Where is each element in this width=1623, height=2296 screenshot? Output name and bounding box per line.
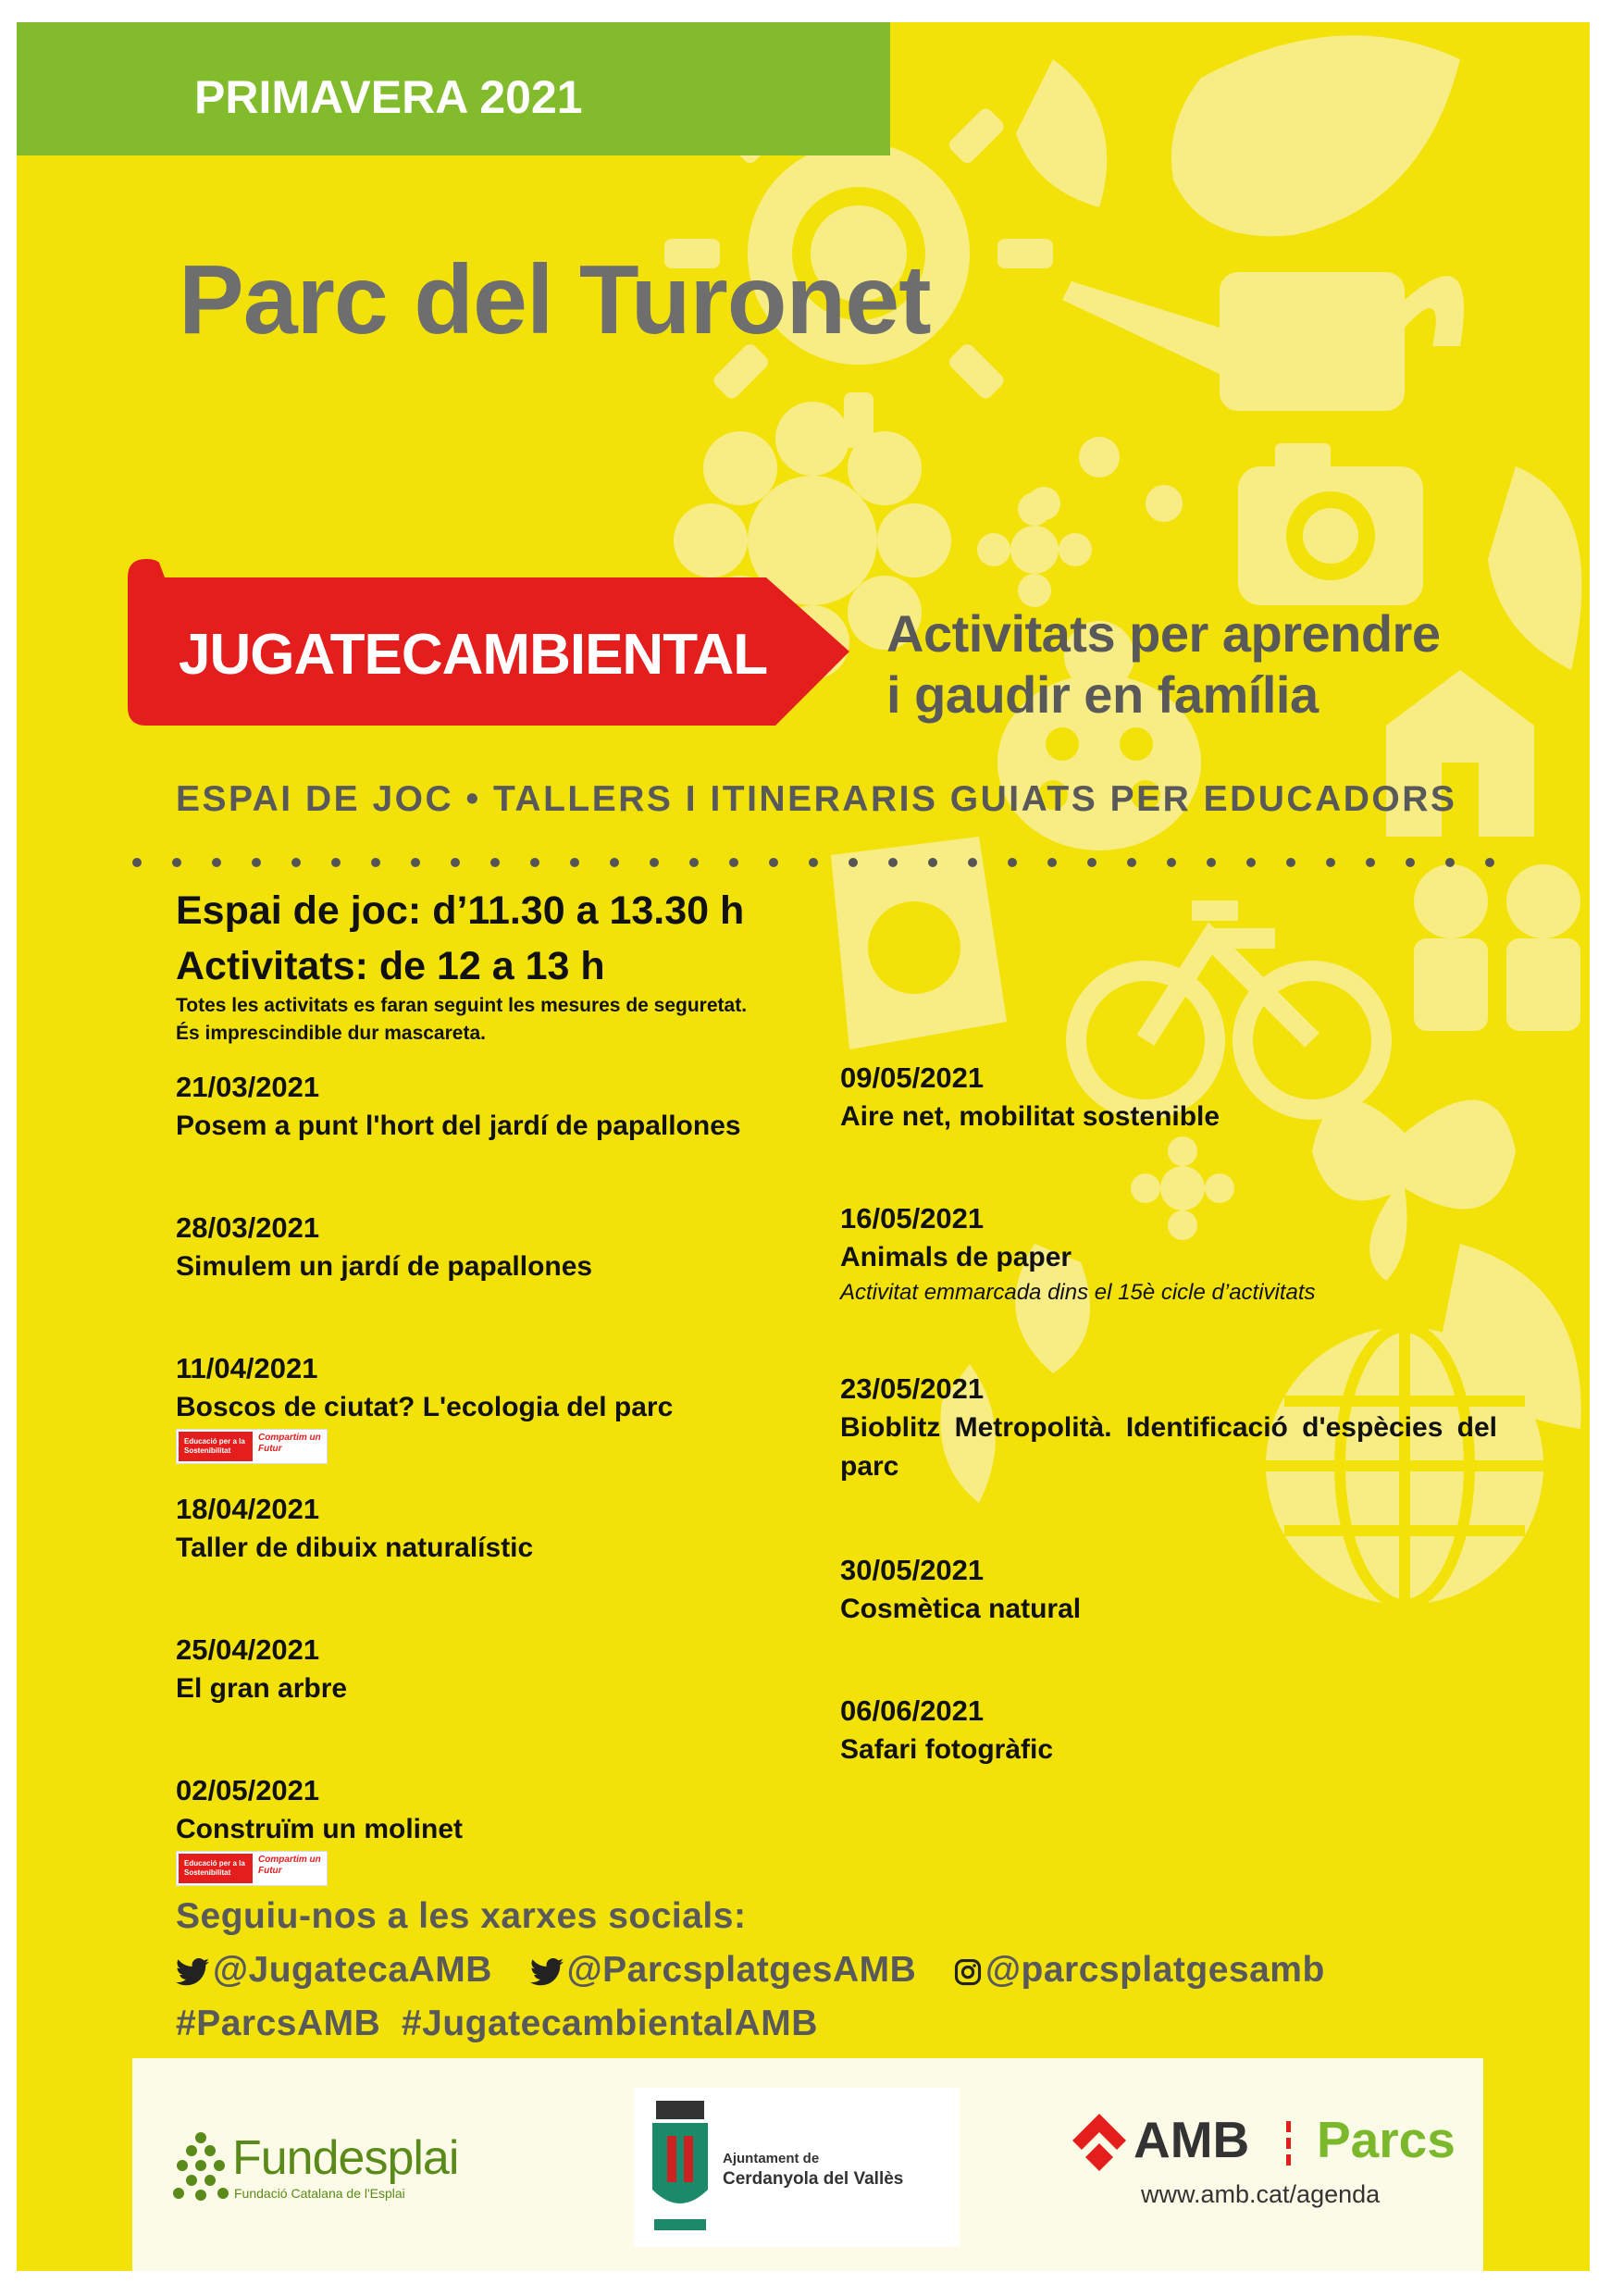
leaf-icon (1016, 59, 1107, 207)
event-title: Posem a punt l'hort del jardí de papallones (176, 1111, 741, 1141)
poster (17, 22, 1590, 2271)
sustainability-badge (176, 1429, 328, 1464)
event-title: Construïm un molinet (176, 1814, 463, 1844)
parcs-name: Parcs (1317, 2111, 1456, 2168)
schedule-hours (176, 883, 744, 994)
badge-right-text: Compartim un Futur (258, 1855, 321, 1876)
event-title: Taller de dibuix naturalístic (176, 1533, 534, 1563)
banner-subtitle (886, 603, 1440, 726)
espai-joc-hours: Espai de joc: d’11.30 a 13.30 h (176, 888, 745, 933)
event-date: 23/05/2021 (840, 1372, 985, 1405)
event-title: El gran arbre (176, 1673, 348, 1704)
season-label: PRIMAVERA 2021 (194, 71, 583, 123)
event-title: Cosmètica natural (840, 1594, 1082, 1624)
event-item (176, 1349, 673, 1464)
subtitle-line-1: Activitats per aprendre (886, 604, 1441, 663)
event-item (176, 1771, 463, 1886)
instagram-icon (954, 1958, 982, 1986)
event-item (176, 1209, 592, 1286)
leaf-icon (1171, 35, 1460, 236)
flower-icon (977, 492, 1092, 607)
sustainability-badge (176, 1851, 328, 1886)
event-date: 06/06/2021 (840, 1694, 985, 1727)
event-item (176, 1631, 347, 1708)
event-note: Activitat emmarcada dins el 15è cicle d’activitats (840, 1280, 1316, 1305)
event-item (840, 1551, 1081, 1629)
amb-separator (1286, 2121, 1291, 2166)
amb-agenda-url[interactable]: www.amb.cat/agenda (1141, 2180, 1381, 2208)
season-band (17, 22, 890, 155)
amb-name: AMB (1134, 2111, 1250, 2168)
subtitle-line-2: i gaudir en família (886, 665, 1319, 724)
event-title: Safari fotogràfic (840, 1734, 1054, 1765)
tagline: ESPAI DE JOC • TALLERS I ITINERARIS GUIATS PER EDUCADORS (176, 779, 1457, 819)
event-title: Boscos de ciutat? L'ecologia del parc (176, 1392, 674, 1422)
ajuntament-line-2: Cerdanyola del Vallès (723, 2169, 904, 2189)
safety-note-2: És imprescindible dur mascareta. (176, 1023, 486, 1044)
camera-icon (1238, 443, 1423, 605)
activitats-hours: Activitats: de 12 a 13 h (176, 944, 605, 988)
event-item (840, 1059, 1220, 1136)
leaf-icon (1488, 466, 1581, 670)
event-item (840, 1370, 1497, 1486)
page-title: Parc del Turonet (179, 245, 931, 354)
badge-left-text: Educació per a la Sostenibilitat (184, 1859, 245, 1877)
instagram-handle[interactable]: @parcsplatgesamb (985, 1950, 1325, 1990)
safety-note-1: Totes les activitats es faran seguint les mesures de seguretat. (176, 995, 748, 1016)
event-date: 25/04/2021 (176, 1633, 320, 1666)
hashtags: #ParcsAMB #JugatecambientalAMB (176, 2004, 818, 2043)
badge-right-text: Compartim un Futur (258, 1433, 321, 1454)
social-heading: Seguiu-nos a les xarxes socials: (176, 1896, 747, 1936)
twitter-icon (530, 1958, 564, 1986)
amb-logo-icon (1069, 2110, 1130, 2171)
twitter-handle-jugateca[interactable]: @JugatecaAMB (213, 1950, 492, 1990)
coat-of-arms-icon (647, 2097, 713, 2236)
event-item (840, 1692, 1053, 1769)
badge-left-text: Educació per a la Sostenibilitat (184, 1437, 245, 1455)
social-section (176, 1890, 1325, 2051)
event-title: Animals de paper (840, 1242, 1072, 1272)
event-title: Simulem un jardí de papallones (176, 1251, 593, 1282)
event-date: 11/04/2021 (176, 1352, 318, 1384)
ajuntament-line-1: Ajuntament de (723, 2151, 820, 2166)
event-date: 21/03/2021 (176, 1071, 320, 1103)
children-icon (1414, 864, 1580, 1031)
event-date: 28/03/2021 (176, 1211, 320, 1244)
footer-logos (132, 2058, 1483, 2271)
event-title: Aire net, mobilitat sostenible (840, 1101, 1220, 1132)
fundesplai-logo-icon (171, 2130, 230, 2204)
fundesplai-name: Fundesplai (232, 2131, 459, 2185)
twitter-icon (176, 1958, 209, 1986)
event-item (176, 1490, 533, 1568)
social-handles (176, 1943, 1325, 1997)
event-date: 18/04/2021 (176, 1493, 320, 1525)
event-date: 16/05/2021 (840, 1202, 985, 1235)
event-item (840, 1199, 1316, 1309)
ajuntament-logo (634, 2088, 960, 2247)
event-item (176, 1068, 741, 1146)
recycle-icon (831, 837, 1007, 1049)
dotted-separator (132, 858, 1494, 867)
safety-notes (176, 992, 747, 1048)
fundesplai-subtitle: Fundació Catalana de l'Esplai (234, 2186, 405, 2201)
twitter-handle-parcsplatges[interactable]: @ParcsplatgesAMB (566, 1950, 917, 1990)
event-date: 30/05/2021 (840, 1554, 985, 1586)
event-date: 02/05/2021 (176, 1774, 320, 1806)
banner-label: JUGATECAMBIENTAL (179, 623, 768, 687)
event-title: Bioblitz Metropolità. Identificació d'espècies del parc (840, 1412, 1497, 1482)
event-date: 09/05/2021 (840, 1061, 985, 1094)
